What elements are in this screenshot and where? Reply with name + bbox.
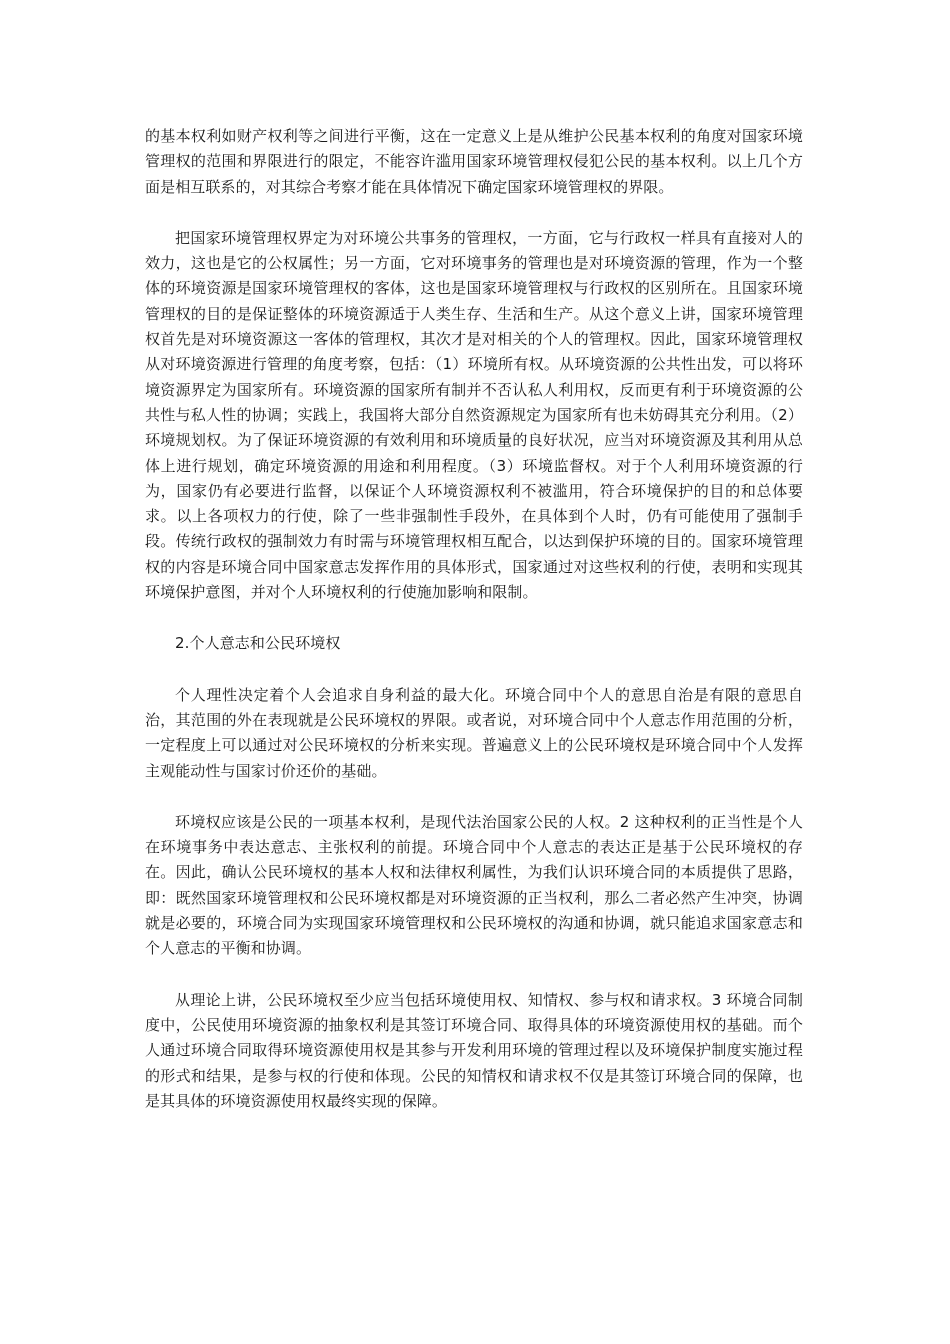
paragraph-individual-rationality: 个人理性决定着个人会追求自身利益的最大化。环境合同中个人的意思自治是有限的意思自治，其范围的外在表现就是公民环境权的界限。或者说，对环境合同中个人意志作用范围的分析，一定程度上可以通过对公民环境权的分析来实现。普遍意义上的公民环境权是环境合同中个人发挥主观能动性与国家讨价还价的基础。 <box>145 685 803 780</box>
paragraph-right-content: 从理论上讲，公民环境权至少应当包括环境使用权、知情权、参与权和请求权。3 环境合同制度中，公民使用环境资源的抽象权利是其签订环境合同、取得具体的环境资源使用权的基础。而个人通过环境合同取得环境资源使用权是其参与开发利用环境的管理过程以及环境保护制度实施过程的形式和结果，是参与权的行使和体现。公民的知情权和请求权不仅是其签订环境合同的保障，也是其具体的环境资源使用权最终实现的保障。 <box>145 990 803 1110</box>
document-page <box>145 124 803 1114</box>
paragraph-environmental-right: 环境权应该是公民的一项基本权利，是现代法治国家公民的人权。2 这种权利的正当性是个人在环境事务中表达意志、主张权利的前提。环境合同中个人意志的表达正是基于公民环境权的存在。因此，确认公民环境权的基本人权和法律权利属性，为我们认识环境合同的本质提供了思路，即：既然国家环境管理权和公民环境权都是对环境资源的正当权利，那么二者必然产生冲突，协调就是必要的，环境合同为实现国家环境管理权和公民环境权的沟通和协调，就只能追求国家意志和个人意志的平衡和协调。 <box>145 812 803 958</box>
section-heading: 2.个人意志和公民环境权 <box>175 634 341 653</box>
paragraph-continuation: 的基本权利如财产权利等之间进行平衡，这在一定意义上是从维护公民基本权利的角度对国家环境管理权的范围和界限进行的限定，不能容许滥用国家环境管理权侵犯公民的基本权利。以上几个方面是相互联系的，对其综合考察才能在具体情况下确定国家环境管理权的界限。 <box>145 127 803 196</box>
paragraph-management-right: 把国家环境管理权界定为对环境公共事务的管理权，一方面，它与行政权一样具有直接对人的效力，这也是它的公权属性；另一方面，它对环境事务的管理也是对环境资源的管理，作为一个整体的环境资源是国家环境管理权的客体，这也是国家环境管理权与行政权的区别所在。且国家环境管理权的目的是保证整体的环境资源适于人类生存、生活和生产。从这个意义上讲，国家环境管理权首先是对环境资源这一客体的管理权，其次才是对相关的个人的管理权。因此，国家环境管理权从对环境资源进行管理的角度考察，包括：（1）环境所有权。从环境资源的公共性出发，可以将环境资源界定为国家所有。环境资源的国家所有制并不否认私人利用权，反而更有利于环境资源的公共性与私人性的协调；实践上，我国将大部分自然资源规定为国家所有也未妨碍其充分利用。（2）环境规划权。为了保证环境资源的有效利用和环境质量的良好状况，应当对环境资源及其利用从总体上进行规划，确定环境资源的用途和利用程度。（3）环境监督权。对于个人利用环境资源的行为，国家仍有必要进行监督，以保证个人环境资源权利不被滥用，符合环境保护的目的和总体要求。以上各项权力的行使，除了一些非强制性手段外，在具体到个人时，仍有可能使用了强制手段。传统行政权的强制效力有时需与环境管理权相互配合，以达到保护环境的目的。国家环境管理权的内容是环境合同中国家意志发挥作用的具体形式，国家通过对这些权利的行使，表明和实现其环境保护意图，并对个人环境权利的行使施加影响和限制。 <box>145 228 803 602</box>
